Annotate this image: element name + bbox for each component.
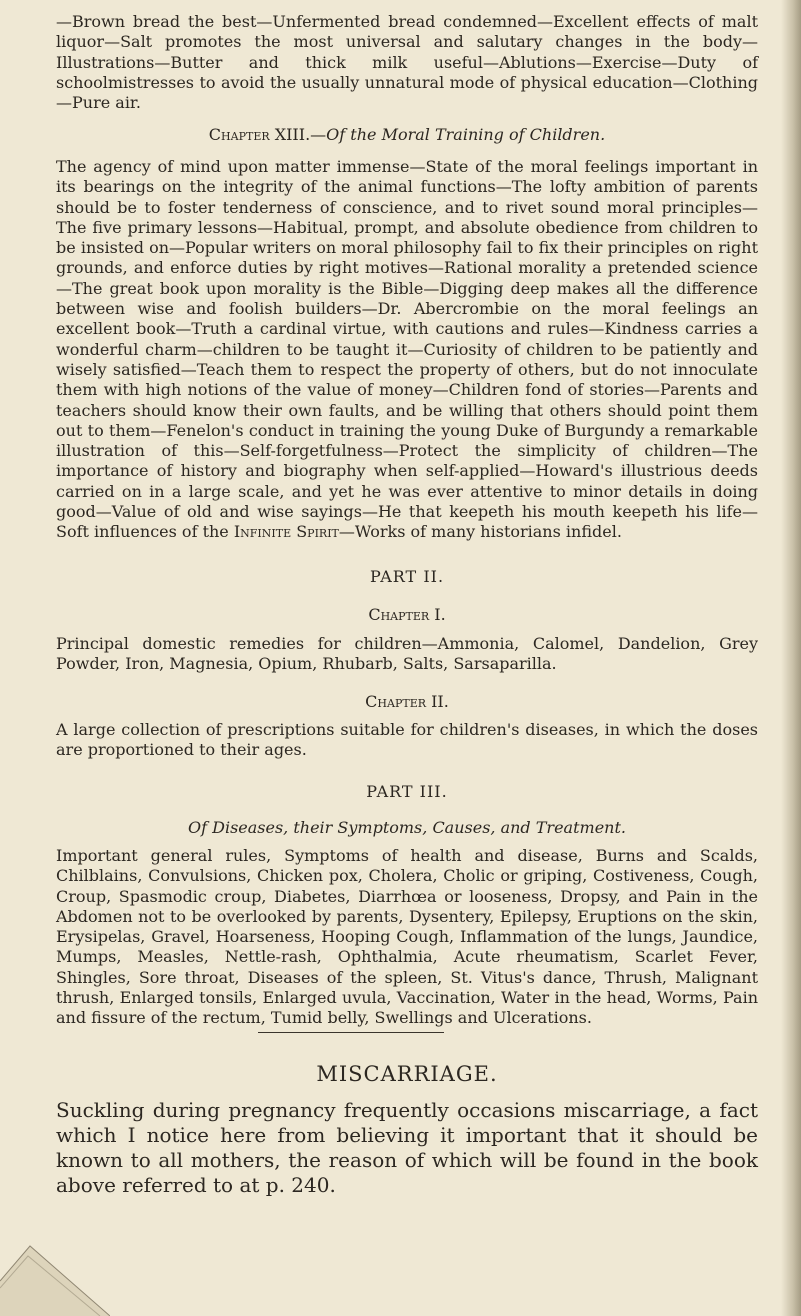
part-2-chapter-1-heading: Chapter I. bbox=[368, 605, 446, 624]
miscarriage-heading: MISCARRIAGE. bbox=[316, 1062, 498, 1086]
miscarriage-paragraph: Suckling during pregnancy frequently occasions miscarriage, a fact which I notice here from believing it important that it should be known to all mothers, the reason of which will be found in the book above referred to at p. 240. bbox=[56, 1098, 758, 1197]
intro-paragraph: —Brown bread the best—Unfermented bread condemned—Excellent effects of malt liquor—Salt promotes the most universal and salutary changes in the body—Illustrations—Butter and thick milk useful—Ablutions—Exercise—Duty of schoolmistresses to avoid the usually unnatural mode of physical education—Clothing—Pure air. bbox=[56, 12, 758, 113]
chapter-13-heading bbox=[56, 125, 758, 144]
page-edge-shadow bbox=[781, 0, 801, 1316]
chapter-13-text-end: —Works of many historians infidel. bbox=[338, 522, 622, 542]
part-3-summary: Important general rules, Symptoms of health and disease, Burns and Scalds, Chilblains, Convulsions, Chicken pox, Cholera, Cholic or griping, Costiveness, Cough, Croup, Spasmodic croup, Diabetes, Diarrhœa or looseness, Dropsy, and Pain in the Abdomen not to be overlooked by parents, Dysentery, Epilepsy, Eruptions on the skin, Erysipelas, Gravel, Hoarseness, Hooping Cough, Inflammation of the lungs, Jaundice, Mumps, Measles, Nettle-rash, Ophthalmia, Acute rheumatism, Scarlet Fever, Shingles, Sore throat, Diseases of the spleen, St. Vitus's dance, Thrush, Malignant thrush, Enlarged tonsils, Enlarged uvula, Vaccination, Water in the head, Worms, Pain and fissure of the rectum, Tumid belly, Swellings and Ulcerations. bbox=[56, 846, 758, 1028]
part-2-chapter-2-heading: Chapter II. bbox=[365, 692, 449, 711]
part-2-chapter-1-summary: Principal domestic remedies for children—Ammonia, Calomel, Dandelion, Grey Powder, Iron, Magnesia, Opium, Rhubarb, Salts, Sarsaparilla. bbox=[56, 634, 758, 674]
page-corner-fold bbox=[0, 1226, 110, 1316]
part-3-heading: PART III. bbox=[366, 782, 448, 801]
chapter-13-small-caps: Infinite Spirit bbox=[233, 522, 339, 542]
chapter-13-summary bbox=[56, 157, 758, 543]
part-2-heading: PART II. bbox=[369, 567, 445, 586]
chapter-13-label: Chapter XIII.— bbox=[208, 125, 327, 144]
part-2-chapter-2-summary: A large collection of prescriptions suitable for children's diseases, in which the doses are proportioned to their ages. bbox=[56, 720, 758, 760]
section-divider bbox=[258, 1032, 444, 1033]
chapter-13-text: The agency of mind upon matter immense—State of the moral feelings important in its bearings on the integrity of the animal functions—The lofty ambition of parents should be to foster tenderness of conscience, and to rivet sound moral principles—The five primary lessons—Habitual, prompt, and absolute obedience from children to be insisted on—Popular writers on moral philosophy fail to fix their principles on right grounds, and enforce duties by right motives—Rational morality a pretended science—The great book upon morality is the Bible—Digging deep makes all the difference between wise and foolish builders—Dr. Abercrombie on the moral feelings an excellent book—Truth a cardinal virtue, with cautions and rules—Kindness carries a wonderful charm—children to be taught it—Curiosity of children to be patiently and wisely satisfied—Teach them to respect the property of others, but do not innoculate them with high notions of the value of money—Children fond of stories—Parents and teachers should know their own faults, and be willing that others should point them out to them—Fenelon's conduct in training the young Duke of Burgundy a remarkable illustration of this—Self-forgetfulness—Protect the simplicity of children—The importance of history and biography when self-applied—Howard's illustrious deeds carried on in a large scale, and yet he was ever attentive to minor details in doing good—Value of old and wise sayings—He that keepeth his mouth keepeth his life—Soft influences of the bbox=[56, 157, 758, 542]
chapter-13-title: Of the Moral Training of Children. bbox=[326, 125, 606, 144]
part-3-subtitle: Of Diseases, their Symptoms, Causes, and Treatment. bbox=[188, 818, 626, 837]
